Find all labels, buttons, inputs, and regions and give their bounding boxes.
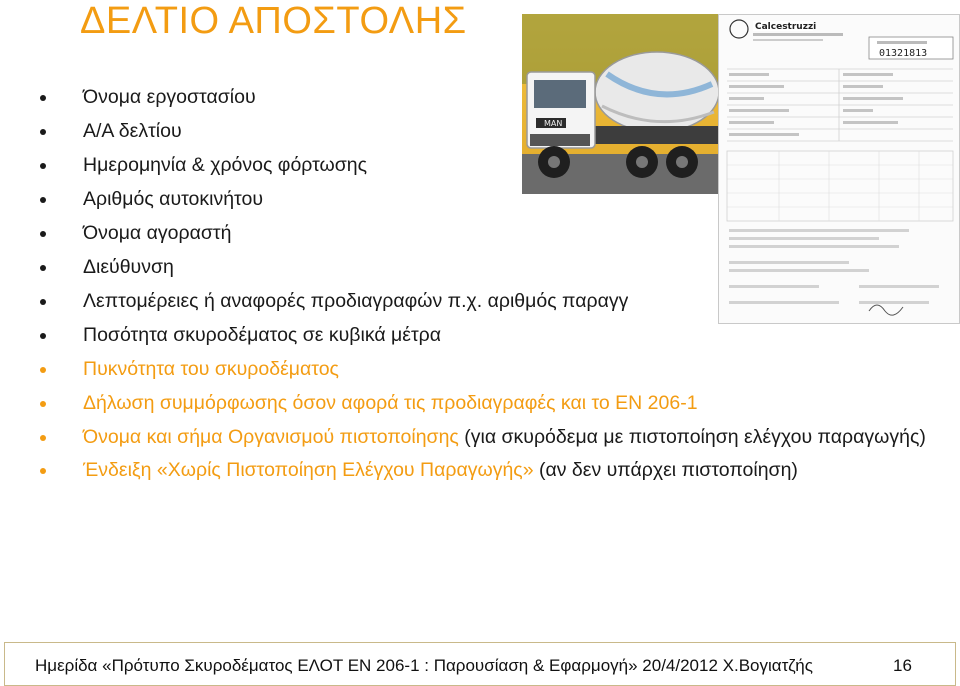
bullet-icon (40, 231, 46, 237)
bullet-icon (40, 163, 46, 169)
bullet-item (40, 222, 940, 256)
bullet-text-highlight: Ένδειξη «Χωρίς Πιστοποίηση Ελέγχου Παραγωγής» (83, 459, 534, 481)
bullet-item (40, 154, 940, 188)
company-logo-icon (730, 20, 748, 38)
bullet-item (40, 120, 940, 154)
footer-text: Ημερίδα «Πρότυπο Σκυροδέματος ΕΛΟΤ EN 206-1 : Παρουσίαση & Εφαρμογή» 20/4/2012 Χ.Βογιατζής (35, 656, 813, 675)
bullet-item (40, 459, 940, 493)
bullet-item (40, 290, 940, 324)
bullet-item (40, 358, 940, 392)
bullet-text: Δήλωση συμμόρφωσης όσον αφορά τις προδιαγραφές και το EN 206-1 (83, 392, 698, 414)
ticket-number: 01321813 (879, 48, 928, 59)
bullet-item (40, 188, 940, 222)
slide-title: ΔΕΛΤΙΟ ΑΠΟΣΤΟΛΗΣ (80, 0, 467, 42)
bullet-item (40, 256, 940, 290)
bullet-text: Όνομα εργοστασίου (83, 86, 256, 108)
bullet-text: Πυκνότητα του σκυροδέματος (83, 358, 339, 380)
bullet-text: Διεύθυνση (83, 256, 174, 278)
bullet-text: Α/Α δελτίου (83, 120, 182, 142)
bullet-icon (40, 95, 46, 101)
bullet-item (40, 426, 940, 449)
slide-footer (4, 642, 956, 686)
bullet-icon (40, 435, 46, 441)
document-brand: Calcestruzzi (755, 22, 817, 32)
bullet-list (40, 86, 940, 493)
bullet-icon (40, 468, 46, 474)
bullet-icon (40, 333, 46, 339)
bullet-text: Ποσότητα σκυροδέματος σε κυβικά μέτρα (83, 324, 442, 346)
bullet-text: Αριθμός αυτοκινήτου (83, 188, 263, 210)
bullet-icon (40, 129, 46, 135)
bullet-text: (αν δεν υπάρχει πιστοποίηση) (533, 459, 798, 481)
bullet-icon (40, 197, 46, 203)
bullet-icon (40, 265, 46, 271)
bullet-icon (40, 367, 46, 373)
bullet-icon (40, 401, 46, 407)
bullet-text-highlight: Όνομα και σήμα Οργανισμού πιστοποίησης (83, 426, 459, 448)
bullet-text: Ημερομηνία & χρόνος φόρτωσης (83, 154, 368, 176)
bullet-item (40, 324, 940, 358)
bullet-item (40, 86, 940, 120)
svg-text:MAN: MAN (544, 119, 563, 128)
bullet-icon (40, 299, 46, 305)
bullet-item (40, 392, 940, 426)
bullet-text: (για σκυρόδεμα με πιστοποίηση ελέγχου παραγωγής) (458, 426, 926, 448)
bullet-text: Λεπτομέρειες ή αναφορές προδιαγραφών π.χ. αριθμός παραγγ (83, 290, 629, 312)
page-number: 16 (893, 656, 912, 675)
bullet-text: Όνομα αγοραστή (83, 222, 232, 244)
